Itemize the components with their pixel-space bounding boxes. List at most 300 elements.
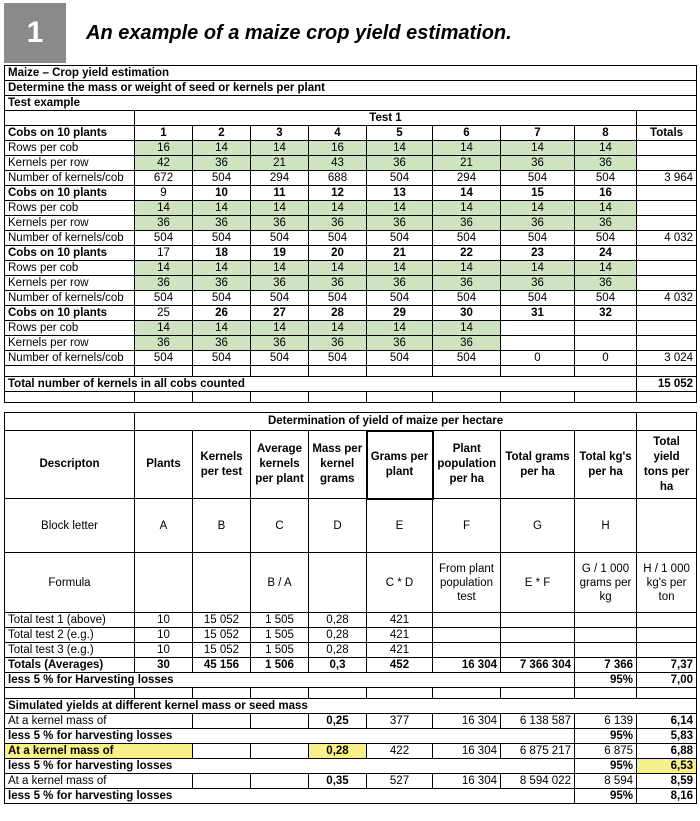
cob-number: 15 [501, 186, 575, 201]
cob-number: 17 [135, 246, 193, 261]
row-label: Number of kernels/cob [5, 231, 135, 246]
kernels-per-cob-row [5, 351, 697, 366]
empty-cell [251, 774, 309, 789]
totals-cell: 1 506 [251, 658, 309, 673]
plants-cell: 10 [135, 613, 193, 628]
cob-number: 27 [251, 306, 309, 321]
block-letter: F [433, 499, 501, 553]
totals-cell: 45 156 [193, 658, 251, 673]
kernels-row [5, 216, 697, 231]
row-label: Kernels per row [5, 216, 135, 231]
value-cell: 36 [433, 276, 501, 291]
kernels-row [5, 336, 697, 351]
loss-tons: 5,83 [637, 729, 697, 744]
cob-number: 29 [367, 306, 433, 321]
value-cell: 36 [193, 276, 251, 291]
section3-title-row [5, 699, 697, 714]
value-cell: 14 [193, 321, 251, 336]
table-cell [637, 111, 697, 126]
cob-number: 14 [433, 186, 501, 201]
cob-number: 16 [575, 186, 637, 201]
cobs-row [5, 126, 697, 141]
value-cell: 504 [367, 351, 433, 366]
tons-cell: 6,14 [637, 714, 697, 729]
grams-cell: 422 [367, 744, 433, 759]
kernel-mass-value: 0,35 [309, 774, 367, 789]
total-kernels-value: 15 052 [637, 377, 697, 392]
title-row [5, 66, 697, 81]
column-header: Total grams per ha [501, 431, 575, 499]
group-total: 4 032 [637, 231, 697, 246]
spacer-row [5, 688, 697, 699]
column-header: Mass per kernel grams [309, 431, 367, 499]
loss-pct: 95% [575, 729, 637, 744]
yield-per-hectare-table [4, 412, 697, 804]
value-cell: 36 [501, 276, 575, 291]
value-cell: 504 [367, 171, 433, 186]
block-letter: D [309, 499, 367, 553]
formula-cell: G / 1 000 grams per kg [575, 553, 637, 613]
block-letter-label: Block letter [5, 499, 135, 553]
value-cell: 36 [193, 156, 251, 171]
empty-cell [433, 392, 501, 403]
value-cell: 43 [309, 156, 367, 171]
row-label: Rows per cob [5, 201, 135, 216]
figure-title: An example of a maize crop yield estimation. [86, 22, 512, 44]
empty-cell [433, 366, 501, 377]
empty-cell [135, 688, 193, 699]
table-cell [637, 413, 697, 431]
formula-cell: H / 1 000 kg's per ton [637, 553, 697, 613]
value-cell: 504 [433, 291, 501, 306]
test-label: Test 1 [135, 111, 637, 126]
grams-cell: 421 [367, 613, 433, 628]
value-cell: 36 [251, 336, 309, 351]
simulated-loss-row [5, 759, 697, 774]
cob-number: 26 [193, 306, 251, 321]
value-cell: 21 [433, 156, 501, 171]
value-cell: 504 [575, 171, 637, 186]
value-cell: 504 [367, 231, 433, 246]
cob-number: 28 [309, 306, 367, 321]
cob-number: 5 [367, 126, 433, 141]
value-cell [575, 321, 637, 336]
empty-cell [637, 628, 697, 643]
value-cell: 294 [433, 171, 501, 186]
value-cell: 36 [367, 216, 433, 231]
table-cell [637, 306, 697, 321]
simulated-loss-row [5, 729, 697, 744]
block-letter: A [135, 499, 193, 553]
cob-number: 18 [193, 246, 251, 261]
value-cell: 504 [251, 291, 309, 306]
value-cell: 36 [501, 156, 575, 171]
mass-cell: 0,28 [309, 643, 367, 658]
formula-cell: From plant population test [433, 553, 501, 613]
table-cell [637, 141, 697, 156]
formula-label: Formula [5, 553, 135, 613]
cob-number: 2 [193, 126, 251, 141]
kernels-cell: 15 052 [193, 643, 251, 658]
value-cell: 36 [251, 276, 309, 291]
kernel-count-table [4, 65, 697, 403]
figure-header [0, 0, 700, 64]
value-cell: 504 [367, 291, 433, 306]
value-cell: 14 [309, 321, 367, 336]
value-cell: 36 [309, 336, 367, 351]
grams-ha-cell: 8 594 022 [501, 774, 575, 789]
cob-number: 10 [193, 186, 251, 201]
value-cell: 688 [309, 171, 367, 186]
value-cell: 14 [193, 141, 251, 156]
formula-row [5, 553, 697, 613]
value-cell: 504 [309, 291, 367, 306]
block-letter: G [501, 499, 575, 553]
row-label: Kernels per row [5, 276, 135, 291]
column-header: Average kernels per plant [251, 431, 309, 499]
column-header: Descripton [5, 431, 135, 499]
table-cell [637, 201, 697, 216]
value-cell: 16 [135, 141, 193, 156]
cob-number: 3 [251, 126, 309, 141]
empty-cell [637, 643, 697, 658]
value-cell: 504 [193, 351, 251, 366]
table-cell [637, 261, 697, 276]
simulated-row [5, 774, 697, 789]
empty-cell [193, 366, 251, 377]
loss-tons: 7,00 [637, 673, 697, 688]
loss-label: less 5 % for harvesting losses [5, 729, 575, 744]
value-cell: 36 [309, 276, 367, 291]
row-label: Rows per cob [5, 321, 135, 336]
value-cell: 14 [433, 321, 501, 336]
totals-cell: 7 366 [575, 658, 637, 673]
value-cell: 14 [501, 141, 575, 156]
row-label: Cobs on 10 plants [5, 186, 135, 201]
value-cell: 14 [251, 321, 309, 336]
formula-cell [309, 553, 367, 613]
value-cell: 36 [501, 216, 575, 231]
totals-cell: 0,3 [309, 658, 367, 673]
column-header: Grams per plant [367, 431, 433, 499]
empty-cell [637, 613, 697, 628]
value-cell: 14 [251, 141, 309, 156]
table-cell [637, 186, 697, 201]
grams-cell: 377 [367, 714, 433, 729]
table-cell [637, 499, 697, 553]
simulated-loss-row [5, 789, 697, 804]
value-cell: 14 [135, 261, 193, 276]
pop-cell: 16 304 [433, 714, 501, 729]
kernels-per-cob-row [5, 231, 697, 246]
loss-label: less 5 % for harvesting losses [5, 759, 575, 774]
kernel-mass-label: At a kernel mass of [5, 744, 193, 759]
value-cell: 504 [433, 351, 501, 366]
empty-cell [433, 613, 501, 628]
value-cell [501, 321, 575, 336]
empty-cell [433, 628, 501, 643]
table-cell [5, 111, 135, 126]
value-cell: 14 [575, 201, 637, 216]
cob-number: 1 [135, 126, 193, 141]
totals-cell: 30 [135, 658, 193, 673]
empty-cell [575, 366, 637, 377]
value-cell: 14 [251, 261, 309, 276]
column-header-row [5, 431, 697, 499]
value-cell: 504 [193, 171, 251, 186]
cob-number: 13 [367, 186, 433, 201]
empty-cell [367, 392, 433, 403]
value-cell: 504 [251, 231, 309, 246]
empty-cell [637, 366, 697, 377]
totals-cell: 452 [367, 658, 433, 673]
group-total: 3 024 [637, 351, 697, 366]
section2-title: Determination of yield of maize per hectare [135, 413, 637, 431]
formula-cell [193, 553, 251, 613]
table-cell [637, 321, 697, 336]
value-cell: 504 [135, 351, 193, 366]
value-cell: 504 [251, 351, 309, 366]
value-cell: 36 [367, 276, 433, 291]
formula-cell: E * F [501, 553, 575, 613]
value-cell: 36 [193, 336, 251, 351]
cob-number: 20 [309, 246, 367, 261]
kernel-mass-value: 0,28 [309, 744, 367, 759]
value-cell: 36 [575, 156, 637, 171]
column-header: Kernels per test [193, 431, 251, 499]
row-label: Number of kernels/cob [5, 351, 135, 366]
empty-cell [433, 688, 501, 699]
kernel-mass-value: 0,25 [309, 714, 367, 729]
value-cell: 36 [193, 216, 251, 231]
avg-cell: 1 505 [251, 613, 309, 628]
value-cell: 14 [193, 261, 251, 276]
value-cell: 14 [575, 141, 637, 156]
formula-cell: B / A [251, 553, 309, 613]
totals-row [5, 658, 697, 673]
cob-number: 31 [501, 306, 575, 321]
column-header: Total kg's per ha [575, 431, 637, 499]
row-label: Kernels per row [5, 336, 135, 351]
simulated-row [5, 744, 697, 759]
kg-ha-cell: 8 594 [575, 774, 637, 789]
avg-cell: 1 505 [251, 643, 309, 658]
empty-cell [575, 643, 637, 658]
empty-cell [637, 392, 697, 403]
loss-pct: 95% [575, 759, 637, 774]
value-cell: 36 [135, 276, 193, 291]
figure-number-badge: 1 [4, 3, 66, 63]
value-cell: 21 [251, 156, 309, 171]
value-cell: 36 [575, 216, 637, 231]
empty-cell [193, 688, 251, 699]
empty-cell [251, 392, 309, 403]
kernels-cell: 15 052 [193, 628, 251, 643]
value-cell: 14 [135, 321, 193, 336]
empty-cell [193, 744, 251, 759]
plants-cell: 10 [135, 643, 193, 658]
value-cell: 36 [433, 216, 501, 231]
empty-cell [135, 392, 193, 403]
subtitle-row [5, 81, 697, 96]
test-label-row [5, 111, 697, 126]
table-cell [637, 336, 697, 351]
kernel-mass-label: At a kernel mass of [5, 774, 193, 789]
totals-cell: 7,37 [637, 658, 697, 673]
value-cell: 294 [251, 171, 309, 186]
empty-cell [575, 613, 637, 628]
test-row [5, 613, 697, 628]
row-label: Cobs on 10 plants [5, 246, 135, 261]
test-label: Total test 1 (above) [5, 613, 135, 628]
section3-title: Simulated yields at different kernel mass or seed mass [5, 699, 697, 714]
cob-number: 30 [433, 306, 501, 321]
value-cell: 504 [309, 351, 367, 366]
value-cell: 36 [251, 216, 309, 231]
rows-row [5, 321, 697, 336]
value-cell: 14 [193, 201, 251, 216]
grams-ha-cell: 6 138 587 [501, 714, 575, 729]
kernels-per-cob-row [5, 291, 697, 306]
table-cell [637, 216, 697, 231]
avg-cell: 1 505 [251, 628, 309, 643]
value-cell: 14 [367, 141, 433, 156]
value-cell: 14 [135, 201, 193, 216]
group-total: 4 032 [637, 291, 697, 306]
value-cell: 14 [367, 201, 433, 216]
value-cell: 504 [501, 231, 575, 246]
grams-ha-cell: 6 875 217 [501, 744, 575, 759]
empty-cell [501, 688, 575, 699]
value-cell: 504 [193, 231, 251, 246]
loss-label: less 5 % for harvesting losses [5, 789, 575, 804]
value-cell: 14 [501, 261, 575, 276]
empty-cell [367, 688, 433, 699]
value-cell: 0 [501, 351, 575, 366]
table-cell [637, 246, 697, 261]
value-cell: 504 [575, 231, 637, 246]
value-cell: 14 [433, 141, 501, 156]
simulated-row [5, 714, 697, 729]
value-cell: 36 [367, 156, 433, 171]
empty-cell [251, 744, 309, 759]
kernel-mass-label: At a kernel mass of [5, 714, 193, 729]
loss-tons: 6,53 [637, 759, 697, 774]
loss-tons: 8,16 [637, 789, 697, 804]
section-title: Maize – Crop yield estimation [5, 66, 697, 81]
value-cell: 504 [501, 291, 575, 306]
value-cell: 14 [309, 201, 367, 216]
tons-cell: 8,59 [637, 774, 697, 789]
cob-number: 21 [367, 246, 433, 261]
column-header: Plants [135, 431, 193, 499]
value-cell: 36 [433, 336, 501, 351]
test-row [5, 643, 697, 658]
rows-row [5, 201, 697, 216]
empty-cell [433, 643, 501, 658]
test-row [5, 628, 697, 643]
value-cell: 36 [367, 336, 433, 351]
empty-cell [193, 714, 251, 729]
empty-cell [501, 613, 575, 628]
value-cell: 14 [501, 201, 575, 216]
totals-label: Totals (Averages) [5, 658, 135, 673]
cob-number: 8 [575, 126, 637, 141]
rows-row [5, 261, 697, 276]
cob-number: 25 [135, 306, 193, 321]
empty-cell [367, 366, 433, 377]
test-example-label: Test example [5, 96, 697, 111]
row-label: Kernels per row [5, 156, 135, 171]
harvest-loss-row [5, 673, 697, 688]
empty-cell [637, 688, 697, 699]
empty-cell [251, 714, 309, 729]
kg-ha-cell: 6 139 [575, 714, 637, 729]
formula-cell: C * D [367, 553, 433, 613]
empty-cell [575, 392, 637, 403]
value-cell: 504 [501, 171, 575, 186]
plants-cell: 10 [135, 628, 193, 643]
formula-cell [135, 553, 193, 613]
test-label: Total test 3 (e.g.) [5, 643, 135, 658]
section-subtitle: Determine the mass or weight of seed or kernels per plant [5, 81, 697, 96]
cob-number: 23 [501, 246, 575, 261]
totals-header: Totals [637, 126, 697, 141]
cob-number: 11 [251, 186, 309, 201]
loss-pct: 95% [575, 789, 637, 804]
cob-number: 19 [251, 246, 309, 261]
value-cell: 0 [575, 351, 637, 366]
empty-cell [5, 688, 135, 699]
block-letter: B [193, 499, 251, 553]
empty-cell [501, 643, 575, 658]
value-cell: 36 [575, 276, 637, 291]
cob-number: 6 [433, 126, 501, 141]
column-header: Plant population per ha [433, 431, 501, 499]
table-cell [637, 156, 697, 171]
row-label: Cobs on 10 plants [5, 306, 135, 321]
section2-title-row [5, 413, 697, 431]
row-label: Cobs on 10 plants [5, 126, 135, 141]
table-cell [637, 276, 697, 291]
block-letter-row [5, 499, 697, 553]
spacer-row [5, 392, 697, 403]
row-label: Number of kernels/cob [5, 291, 135, 306]
example-row [5, 96, 697, 111]
kg-ha-cell: 6 875 [575, 744, 637, 759]
empty-cell [135, 366, 193, 377]
table-cell [5, 413, 135, 431]
value-cell: 36 [135, 336, 193, 351]
pop-cell: 16 304 [433, 774, 501, 789]
totals-cell: 7 366 304 [501, 658, 575, 673]
mass-cell: 0,28 [309, 628, 367, 643]
rows-row [5, 141, 697, 156]
row-label: Rows per cob [5, 261, 135, 276]
kernels-row [5, 156, 697, 171]
loss-label: less 5 % for Harvesting losses [5, 673, 575, 688]
cob-number: 22 [433, 246, 501, 261]
value-cell: 36 [309, 216, 367, 231]
empty-cell [501, 366, 575, 377]
value-cell: 504 [575, 291, 637, 306]
grams-cell: 421 [367, 643, 433, 658]
empty-cell [193, 392, 251, 403]
value-cell [501, 336, 575, 351]
empty-cell [309, 366, 367, 377]
cob-number: 24 [575, 246, 637, 261]
value-cell: 504 [193, 291, 251, 306]
